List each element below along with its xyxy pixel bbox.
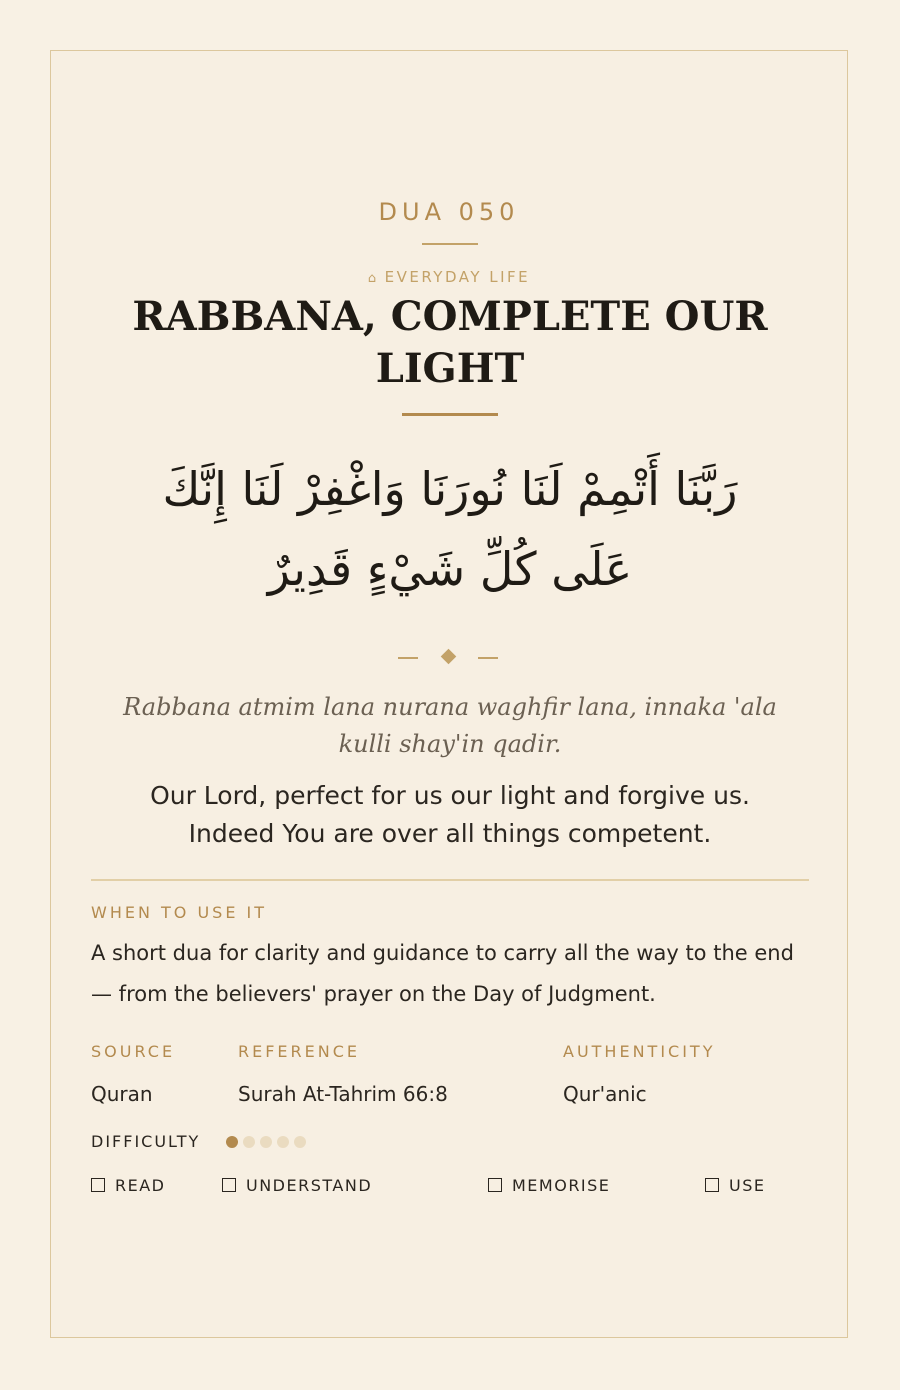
category	[51, 268, 847, 286]
diamond-icon	[441, 649, 457, 665]
reference-label: REFERENCE	[238, 1042, 361, 1061]
dua-card	[50, 50, 848, 1338]
difficulty-dot-filled	[226, 1136, 238, 1148]
checkbox-understand[interactable]	[222, 1175, 372, 1195]
ornament-divider	[51, 647, 847, 667]
transliteration: Rabbana atmim lana nurana waghfir lana, innaka 'ala kulli shay'in qadir.	[123, 693, 777, 758]
reference-value: Surah At-Tahrim 66:8	[238, 1082, 448, 1106]
difficulty-dot-empty	[260, 1136, 272, 1148]
difficulty-dot-empty	[277, 1136, 289, 1148]
dua-number: DUA 050	[378, 198, 520, 226]
checkbox-read[interactable]	[91, 1175, 166, 1195]
checkbox-memorise[interactable]	[488, 1175, 610, 1195]
checkbox-icon[interactable]	[705, 1178, 719, 1192]
arabic-text: رَبَّنَا أَتْمِمْ لَنَا نُورَنَا وَاغْفِرْ لَنَا إِنَّكَ عَلَى كُلِّ شَيْءٍ قَدِيرٌ	[162, 462, 738, 596]
when-to-use-label: WHEN TO USE IT	[91, 903, 268, 922]
section-divider	[91, 879, 809, 881]
source-value: Quran	[91, 1082, 153, 1106]
authenticity-label: AUTHENTICITY	[563, 1042, 716, 1061]
difficulty-dot-empty	[294, 1136, 306, 1148]
ornament-line-left	[398, 657, 418, 659]
source-label: SOURCE	[91, 1042, 176, 1061]
checkbox-icon[interactable]	[488, 1178, 502, 1192]
checkbox-label: MEMORISE	[512, 1175, 611, 1195]
translation: Our Lord, perfect for us our light and forgive us. Indeed You are over all things competent.	[150, 781, 750, 848]
title-divider	[402, 413, 498, 416]
authenticity-value: Qur'anic	[563, 1082, 647, 1106]
checkbox-label: READ	[115, 1175, 166, 1195]
checkbox-icon[interactable]	[222, 1178, 236, 1192]
checkbox-label: USE	[729, 1175, 766, 1195]
ornament-line-right	[478, 657, 498, 659]
dua-title: RABBANA, COMPLETE OUR LIGHT	[132, 293, 768, 392]
checkbox-use[interactable]	[705, 1175, 765, 1195]
checkbox-label: UNDERSTAND	[246, 1175, 373, 1195]
number-divider	[422, 243, 478, 245]
checkbox-icon[interactable]	[91, 1178, 105, 1192]
difficulty-dot-empty	[243, 1136, 255, 1148]
difficulty-label: DIFFICULTY	[91, 1132, 201, 1151]
house-icon: ⌂	[367, 271, 379, 286]
category-label: EVERYDAY LIFE	[384, 268, 531, 286]
when-to-use-text: A short dua for clarity and guidance to carry all the way to the end — from the believers' prayer on the Day of Judgment.	[91, 941, 794, 1006]
